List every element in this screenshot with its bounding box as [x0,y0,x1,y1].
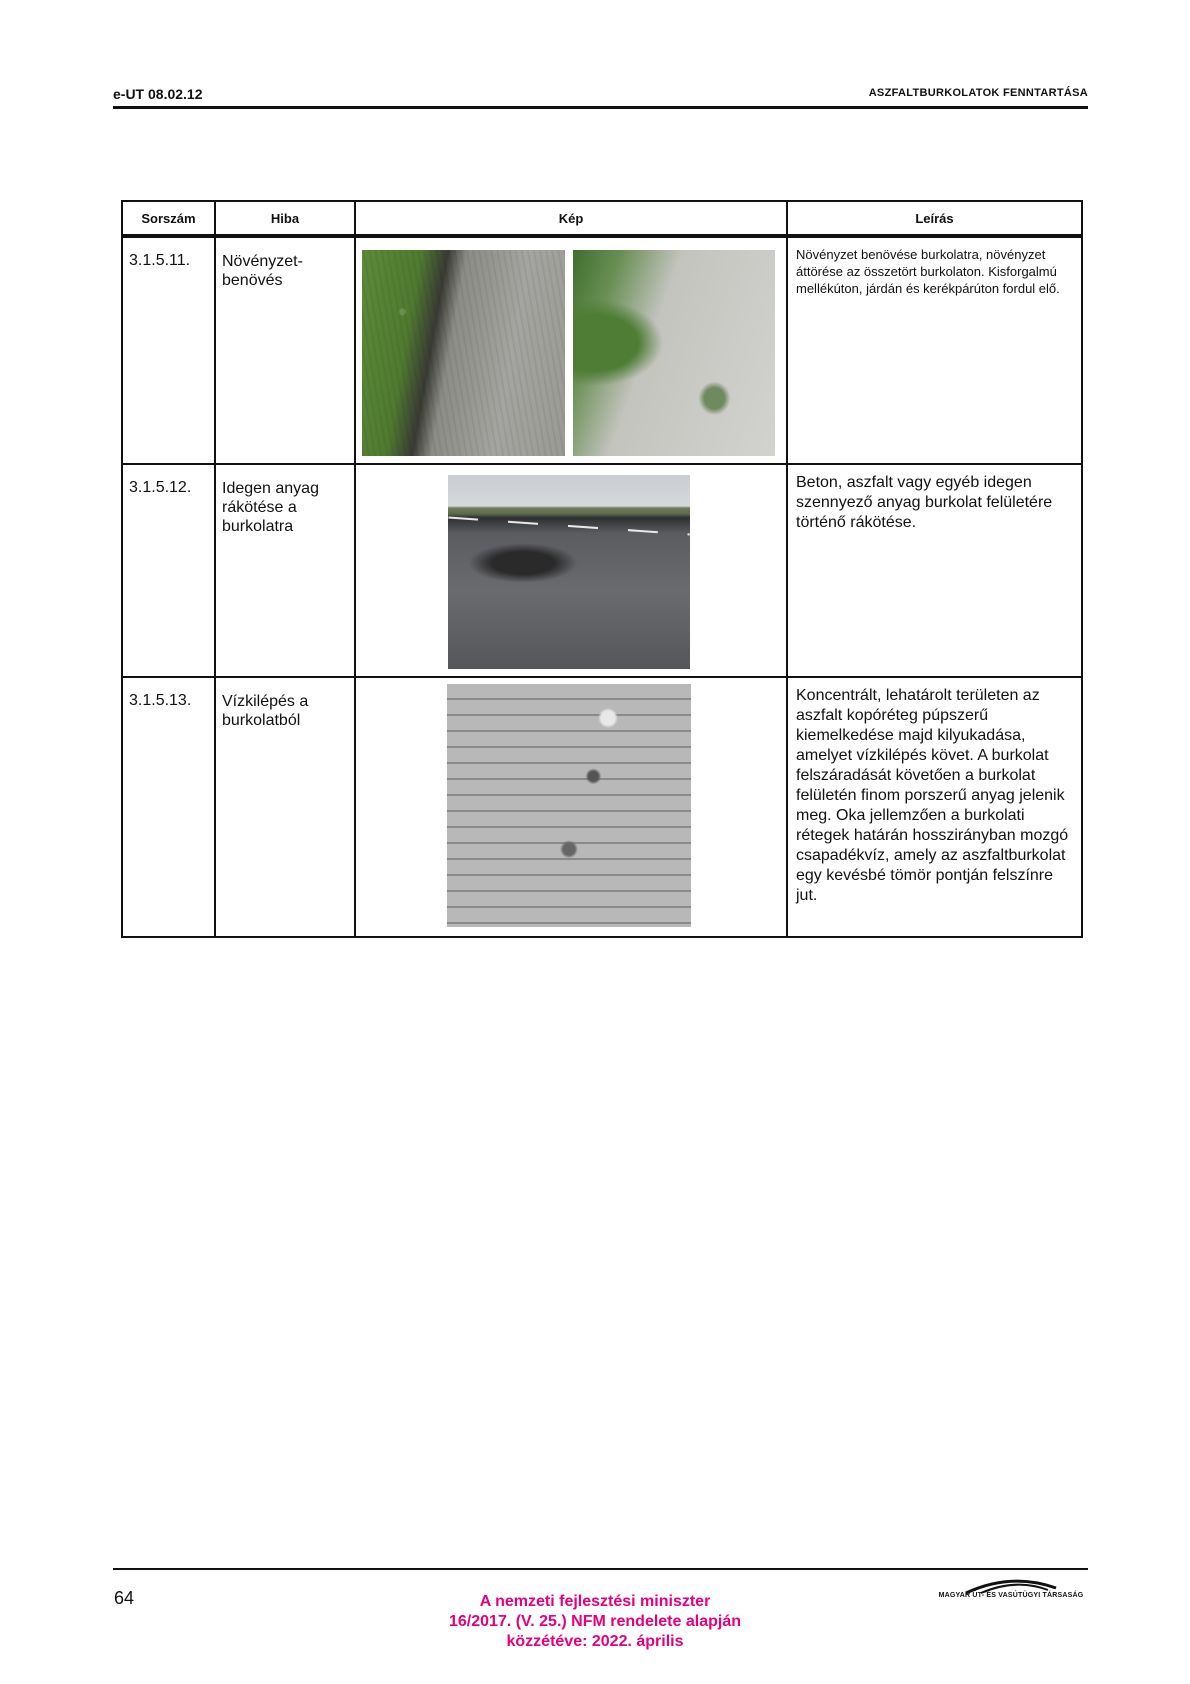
column-header-number: Sorszám [122,201,215,236]
table-header-row [122,201,1082,236]
defect-description: Növényzet benövése burkolatra, növényzet áttörése az összetört burkolaton. Kisforgalmú mellékúton, járdán és kerékpárúton fordul elő. [787,236,1082,464]
publication-note-line: A nemzeti fejlesztési miniszter [479,1593,711,1610]
association-logo [936,1576,1086,1610]
publication-note-line: 16/2017. (V. 25.) NFM rendelete alapján [449,1613,741,1630]
table-row [122,236,1082,464]
vegetation-photo-left [362,250,565,456]
table-row [122,464,1082,677]
logo-text: MAGYAR ÚT- ÉS VASÚTÜGYI TÁRSASÁG [938,1592,1084,1599]
defect-name: Idegen anyag rákötése a burkolatra [215,464,355,677]
vegetation-photo-right [573,250,775,456]
row-number: 3.1.5.13. [122,677,215,937]
foreign-material-photo [448,475,690,669]
defects-table [121,200,1083,938]
column-header-description: Leírás [787,201,1082,236]
row-number: 3.1.5.12. [122,464,215,677]
row-number: 3.1.5.11. [122,236,215,464]
defect-name: Vízkilépés a burkolatból [215,677,355,937]
table-row [122,677,1082,937]
document-code: e-UT 08.02.12 [113,86,203,102]
image-cell [355,236,787,464]
publication-note [395,1592,795,1652]
footer-divider [113,1568,1088,1570]
defect-description: Koncentrált, lehatárolt területen az aszfalt kopóréteg púpszerű kiemelkedése majd kilyukadása, amelyet vízkilépés követ. A burkolat felszáradását követően a burkolat felületén finom porszerű anyag jelenik meg. Oka jellemzően a burkolati rétegek határán hosszirányban mozgó csapadékvíz, amely az aszfaltburkolat egy kevésbé tömör pontján felszínre jut. [787,677,1082,937]
defect-description: Beton, aszfalt vagy egyéb idegen szennyező anyag burkolat felületére történő rákötése. [787,464,1082,677]
column-header-image: Kép [355,201,787,236]
defect-name: Növényzet-benövés [215,236,355,464]
section-title: ASZFALTBURKOLATOK FENNTARTÁSA [868,87,1088,99]
publication-note-line: közzétéve: 2022. április [506,1633,684,1650]
column-header-defect: Hiba [215,201,355,236]
image-cell [355,464,787,677]
page-number: 64 [114,1588,135,1608]
image-cell [355,677,787,937]
water-seepage-photo [447,684,691,927]
page-header [113,84,1088,109]
